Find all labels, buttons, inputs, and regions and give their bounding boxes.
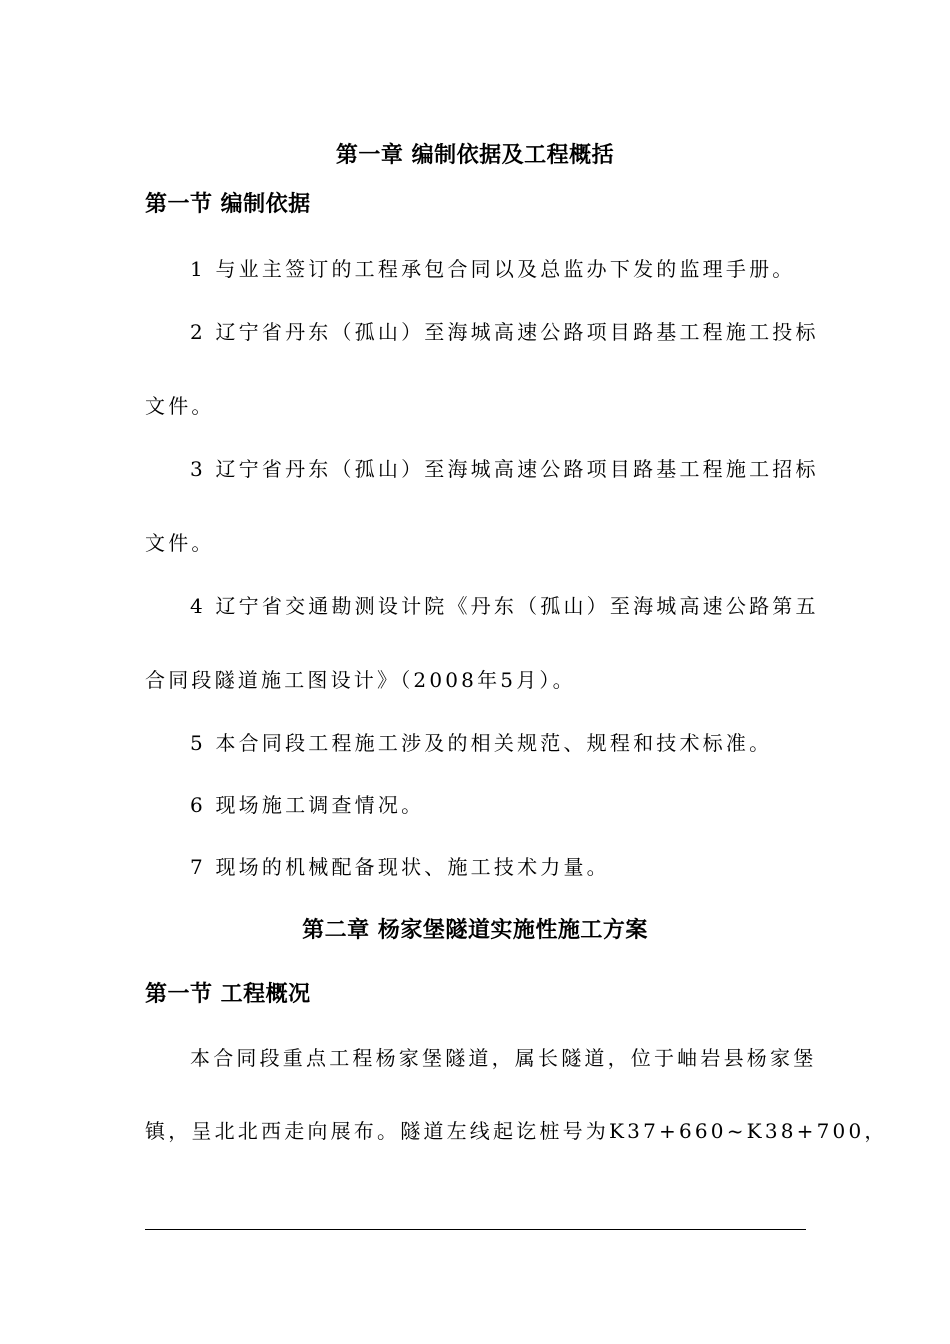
basis-item-7: 7 现场的机械配备现状、施工技术力量。	[190, 855, 610, 879]
overview-line-2: 镇，呈北北西走向展布。隧道左线起讫桩号为K37+660~K38+700，	[145, 1119, 888, 1143]
basis-item-4-line-2: 合同段隧道施工图设计》（2008年5月）。	[145, 668, 576, 692]
footer-rule	[145, 1229, 806, 1230]
basis-item-2-line-2: 文件。	[145, 394, 215, 418]
basis-item-4-line-1: 4 辽宁省交通勘测设计院《丹东（孤山）至海城高速公路第五	[190, 594, 819, 618]
chapter-1-title: 第一章 编制依据及工程概括	[335, 143, 615, 168]
basis-item-3-line-1: 3 辽宁省丹东（孤山）至海城高速公路项目路基工程施工招标	[190, 457, 819, 481]
basis-item-6: 6 现场施工调查情况。	[190, 793, 425, 817]
basis-item-3-line-2: 文件。	[145, 531, 215, 555]
section-1-1-title: 第一节 编制依据	[145, 192, 311, 217]
overview-line-1: 本合同段重点工程杨家堡隧道，属长隧道，位于岫岩县杨家堡	[190, 1046, 817, 1070]
chapter-2-title: 第二章 杨家堡隧道实施性施工方案	[302, 918, 648, 943]
basis-item-2-line-1: 2 辽宁省丹东（孤山）至海城高速公路项目路基工程施工投标	[190, 320, 819, 344]
basis-item-1: 1 与业主签订的工程承包合同以及总监办下发的监理手册。	[190, 257, 796, 281]
basis-item-5: 5 本合同段工程施工涉及的相关规范、规程和技术标准。	[190, 731, 773, 755]
section-2-1-title: 第一节 工程概况	[145, 982, 311, 1007]
